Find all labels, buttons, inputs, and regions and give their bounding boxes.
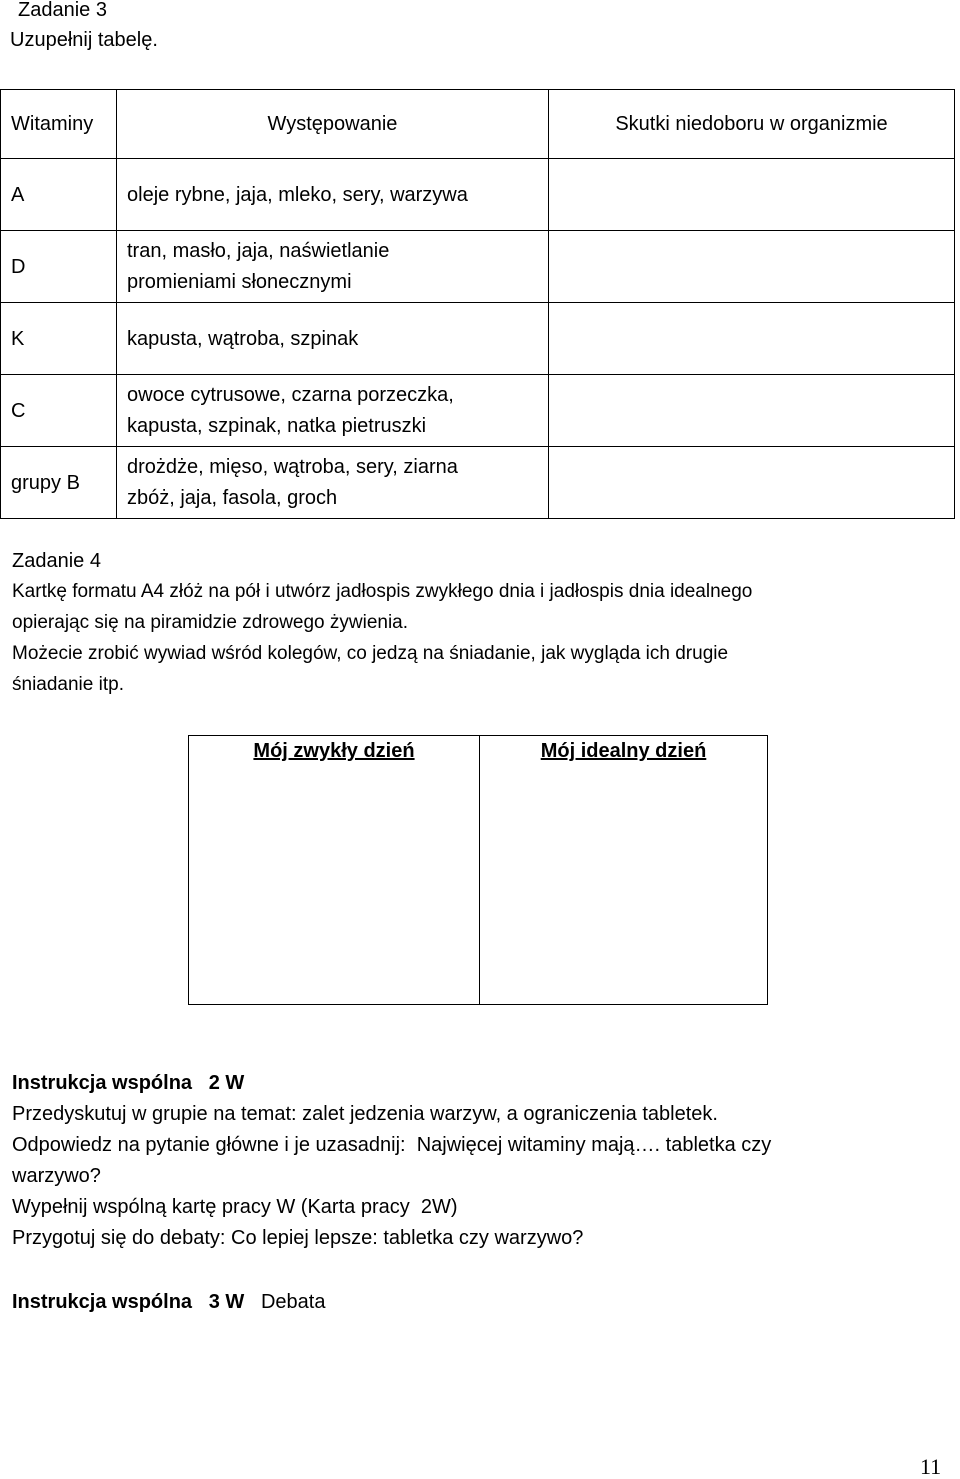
occurrence-line: promieniami słonecznymi xyxy=(127,270,352,293)
occurrence-line: kapusta, wątroba, szpinak xyxy=(127,327,359,350)
instruction3-heading: Instrukcja wspólna 3 W xyxy=(12,1291,245,1313)
menu-divider xyxy=(479,736,480,1004)
table-row xyxy=(1,375,955,447)
header-occurrence: Występowanie xyxy=(117,90,549,159)
occurrence-line: tran, masło, jaja, naświetlanie xyxy=(127,239,390,262)
table-row xyxy=(1,303,955,375)
occurrence-line: zbóż, jaja, fasola, groch xyxy=(127,486,338,509)
instruction2-line-4: Wypełnij wspólną kartę pracy W (Karta pracy 2W) xyxy=(12,1196,458,1218)
task4-line-2: opierając się na piramidzie zdrowego żywienia. xyxy=(12,612,409,633)
instruction3-tail: Debata xyxy=(260,1291,326,1313)
deficiency-cell-empty[interactable] xyxy=(549,231,955,303)
occurrence-line: drożdże, mięso, wątroba, sery, ziarna xyxy=(127,455,458,478)
occurrence-line: kapusta, szpinak, natka pietruszki xyxy=(127,414,427,437)
header-deficiency-effects: Skutki niedoboru w organizmie xyxy=(549,90,955,159)
page-number: 11 xyxy=(920,1454,942,1479)
task3-title: Zadanie 3 xyxy=(18,0,107,21)
table-row xyxy=(1,231,955,303)
table-row xyxy=(1,159,955,231)
occurrence-cell xyxy=(117,159,549,231)
deficiency-cell-empty[interactable] xyxy=(549,303,955,375)
instruction2-heading: Instrukcja wspólna 2 W xyxy=(12,1072,245,1094)
vitamin-name: grupy B xyxy=(1,447,117,519)
vitamin-name: A xyxy=(1,159,117,231)
task4-line-4: śniadanie itp. xyxy=(12,674,124,695)
menu-right-heading: Mój idealny dzień xyxy=(540,740,707,762)
task4-line-1: Kartkę formatu A4 złóż na pół i utwórz jadłospis zwykłego dnia i jadłospis dnia idealnego xyxy=(12,581,753,602)
vitamin-name: C xyxy=(1,375,117,447)
occurrence-cell xyxy=(117,447,549,519)
table-header-row xyxy=(1,90,955,159)
task4-line-3: Możecie zrobić wywiad wśród kolegów, co jedzą na śniadanie, jak wygląda ich drugie xyxy=(12,643,729,664)
menu-comparison-box xyxy=(188,735,768,1005)
deficiency-cell-empty[interactable] xyxy=(549,447,955,519)
task3-instruction: Uzupełnij tabelę. xyxy=(10,29,158,51)
vitamin-name: K xyxy=(1,303,117,375)
instruction2-line-1: Przedyskutuj w grupie na temat: zalet jedzenia warzyw, a ograniczenia tabletek. xyxy=(12,1103,718,1125)
deficiency-cell-empty[interactable] xyxy=(549,159,955,231)
vitamin-table xyxy=(0,89,955,519)
menu-left-heading: Mój zwykły dzień xyxy=(253,740,415,762)
deficiency-cell-empty[interactable] xyxy=(549,375,955,447)
header-vitamins: Witaminy xyxy=(1,90,117,159)
instruction2-line-3: warzywo? xyxy=(12,1165,101,1187)
occurrence-cell xyxy=(117,303,549,375)
occurrence-line: oleje rybne, jaja, mleko, sery, warzywa xyxy=(127,183,468,206)
occurrence-line: owoce cytrusowe, czarna porzeczka, xyxy=(127,383,454,406)
instruction2-line-5: Przygotuj się do debaty: Co lepiej lepsze: tabletka czy warzywo? xyxy=(12,1227,584,1249)
instruction2-line-2: Odpowiedz na pytanie główne i je uzasadnij: Najwięcej witaminy mają…. tabletka czy xyxy=(12,1134,772,1156)
task4-title: Zadanie 4 xyxy=(12,550,101,572)
occurrence-cell xyxy=(117,231,549,303)
vitamin-name: D xyxy=(1,231,117,303)
instruction3-line xyxy=(12,1290,325,1314)
table-row xyxy=(1,447,955,519)
occurrence-cell xyxy=(117,375,549,447)
